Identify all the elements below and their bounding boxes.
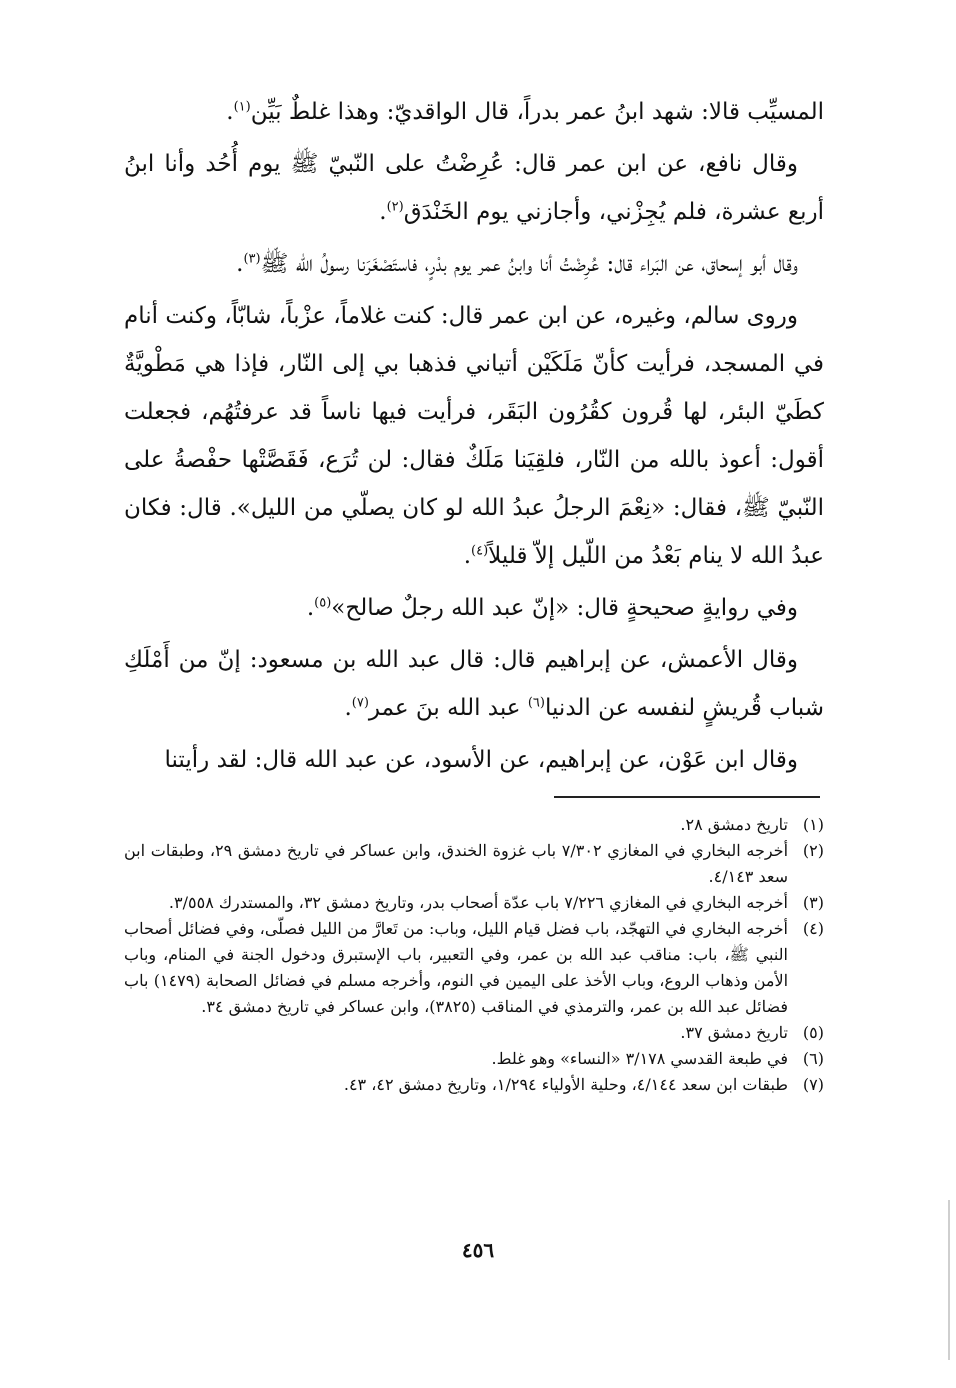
footnote-text: في طبعة القدسي ٣/١٧٨ «النساء» وهو غلط.: [491, 1049, 788, 1068]
footnote-text: أخرجه البخاري في المغازي ٧/٣٠٢ باب غزوة الخندق، وابن عساكر في تاريخ دمشق ٢٩، وطبقات ابن سعد ٤/١٤٣.: [124, 841, 789, 886]
paragraph-text: وقال الأعمش، عن إبراهيم قال: قال عبد الله بن مسعود: إنّ من أَمْلَكِ شباب قُريشٍ لنفسه عن الدنيا: [124, 647, 824, 721]
paragraph: [124, 736, 824, 784]
paragraph: [124, 292, 824, 580]
paragraph: [124, 240, 824, 288]
footnote: [124, 1020, 824, 1046]
paragraph-text: وروى سالم، وغيره، عن ابن عمر قال: كنت غلاماً، عزْباً، شابّاً، وكنت أنام في المسجد، فرأيت كأنّ مَلَكَيْن أتياني فذهبا بي إلى النّار، فإذا هي مَطْويَّةٌ كطَيّ البئر، لها قُرون كقُرُون البَقَر، فرأيت فيها ناساً قد عرفتُهُم، فجعلت أقول: أعوذ بالله من النّار، فلقِيَنا مَلَكٌ فقال: لن تُرَع، فَقَصَّتْها حفْصةُ على النّبيّ ﷺ، فقال: «نِعْمَ الرجلُ عبدُ الله لو كان يصلّي من الليل». قال: فكان عبدُ الله لا ينام بَعْدُ من اللّيل إلاّ قليلاً: [124, 303, 824, 569]
footnote: [124, 916, 824, 1020]
paragraph-end: .: [236, 251, 244, 277]
paragraph-text: وفي روايةٍ صحيحةٍ قال: «إنّ عبد الله رجلٌ صالح»: [331, 595, 798, 621]
paragraph: [124, 584, 824, 632]
footnote: [124, 838, 824, 890]
footnote: [124, 1046, 824, 1072]
footnote-text: أخرجه البخاري في المغازي ٧/٢٢٦ باب عدّة أصحاب بدر، وتاريخ دمشق ٣٢، والمستدرك ٣/٥٥٨.: [168, 893, 788, 912]
footnote-reference: (١): [233, 99, 251, 115]
footnote-number: (٤): [802, 919, 824, 938]
paragraph-text: وقال ابن عَوْن، عن إبراهيم، عن الأسود، عن عبد الله قال: لقد رأيتنا: [164, 747, 798, 773]
footnote-text: طبقات ابن سعد ٤/١٤٤، وحلية الأولياء ١/٢٩٤، وتاريخ دمشق ٤٢، ٤٣.: [343, 1075, 788, 1094]
footnotes: [124, 812, 824, 1098]
footnote-number: (٣): [802, 893, 824, 912]
footnote-text: تاريخ دمشق ٢٨.: [680, 815, 788, 834]
footnote-text: أخرجه البخاري في التهجّد، باب فضل قيام الليل، وباب: من تَعارَّ من الليل فصلّى، وفي فضائل أصحاب النبي ﷺ، باب: مناقب عبد الله بن عمر، وفي التعبير، باب الإستبرق ودخول الجنة في المنام، وباب الأمن وذهاب الروع، وباب الأخذ على اليمين في النوم، وأخرجه مسلم في فضائل الصحابة (١٤٧٩) باب فضائل عبد الله بن عمر، والترمذي في المناقب (٣٨٢٥)، وابن عساكر في تاريخ دمشق ٣٤.: [124, 919, 789, 1016]
paragraph-end: .: [344, 695, 352, 721]
footnote-separator: [554, 796, 820, 798]
footnote: [124, 1072, 824, 1098]
paragraph-text: المسيِّب قالا: شهد ابنُ عمر بدراً، قال الواقديّ: وهذا غلطٌ بَيِّن: [250, 99, 824, 125]
paragraph-end: .: [226, 99, 234, 125]
footnote-reference: (٦): [527, 695, 545, 711]
footnote-reference: (٧): [351, 695, 369, 711]
paragraph-end: .: [463, 543, 472, 569]
page-number: ٤٥٦: [461, 1238, 495, 1262]
footnote-number: (١): [802, 815, 824, 834]
footnote-number: (٦): [802, 1049, 824, 1068]
paragraph-end: .: [306, 595, 315, 621]
footnote-reference: (٢): [386, 199, 404, 215]
main-text-body: [124, 88, 824, 788]
footnote-reference: (٥): [314, 595, 332, 611]
paragraph-end: .: [379, 199, 387, 225]
footnote-number: (٧): [802, 1075, 824, 1094]
scan-edge-mark: [948, 1200, 950, 1360]
paragraph: [124, 636, 824, 732]
footnote-reference: (٣): [243, 251, 261, 267]
footnote-number: (٥): [802, 1023, 824, 1042]
footnote-reference: (٤): [471, 543, 489, 559]
footnote-text: تاريخ دمشق ٣٧.: [680, 1023, 788, 1042]
footnote-number: (٢): [802, 841, 824, 860]
paragraph-text: وقال أبو إسحاق، عن البَراء قال: عُرِضْتُ أنا وابنُ عمر يوم بدْرٍ، فاستَصْغَرَنا رسولُ الله ﷺ: [260, 251, 798, 277]
paragraph: [124, 140, 824, 236]
footnote: [124, 812, 824, 838]
footnote: [124, 890, 824, 916]
paragraph-text: عبد الله بنَ عمر: [368, 695, 528, 721]
paragraph: [124, 88, 824, 136]
paragraph-text: وقال نافع، عن ابن عمر قال: عُرِضْتُ على النّبيّ ﷺ يوم أُحُد وأنا ابنُ أربع عشرة، فلم يُجِزْني، وأجازني يوم الخَنْدَق: [124, 151, 824, 225]
